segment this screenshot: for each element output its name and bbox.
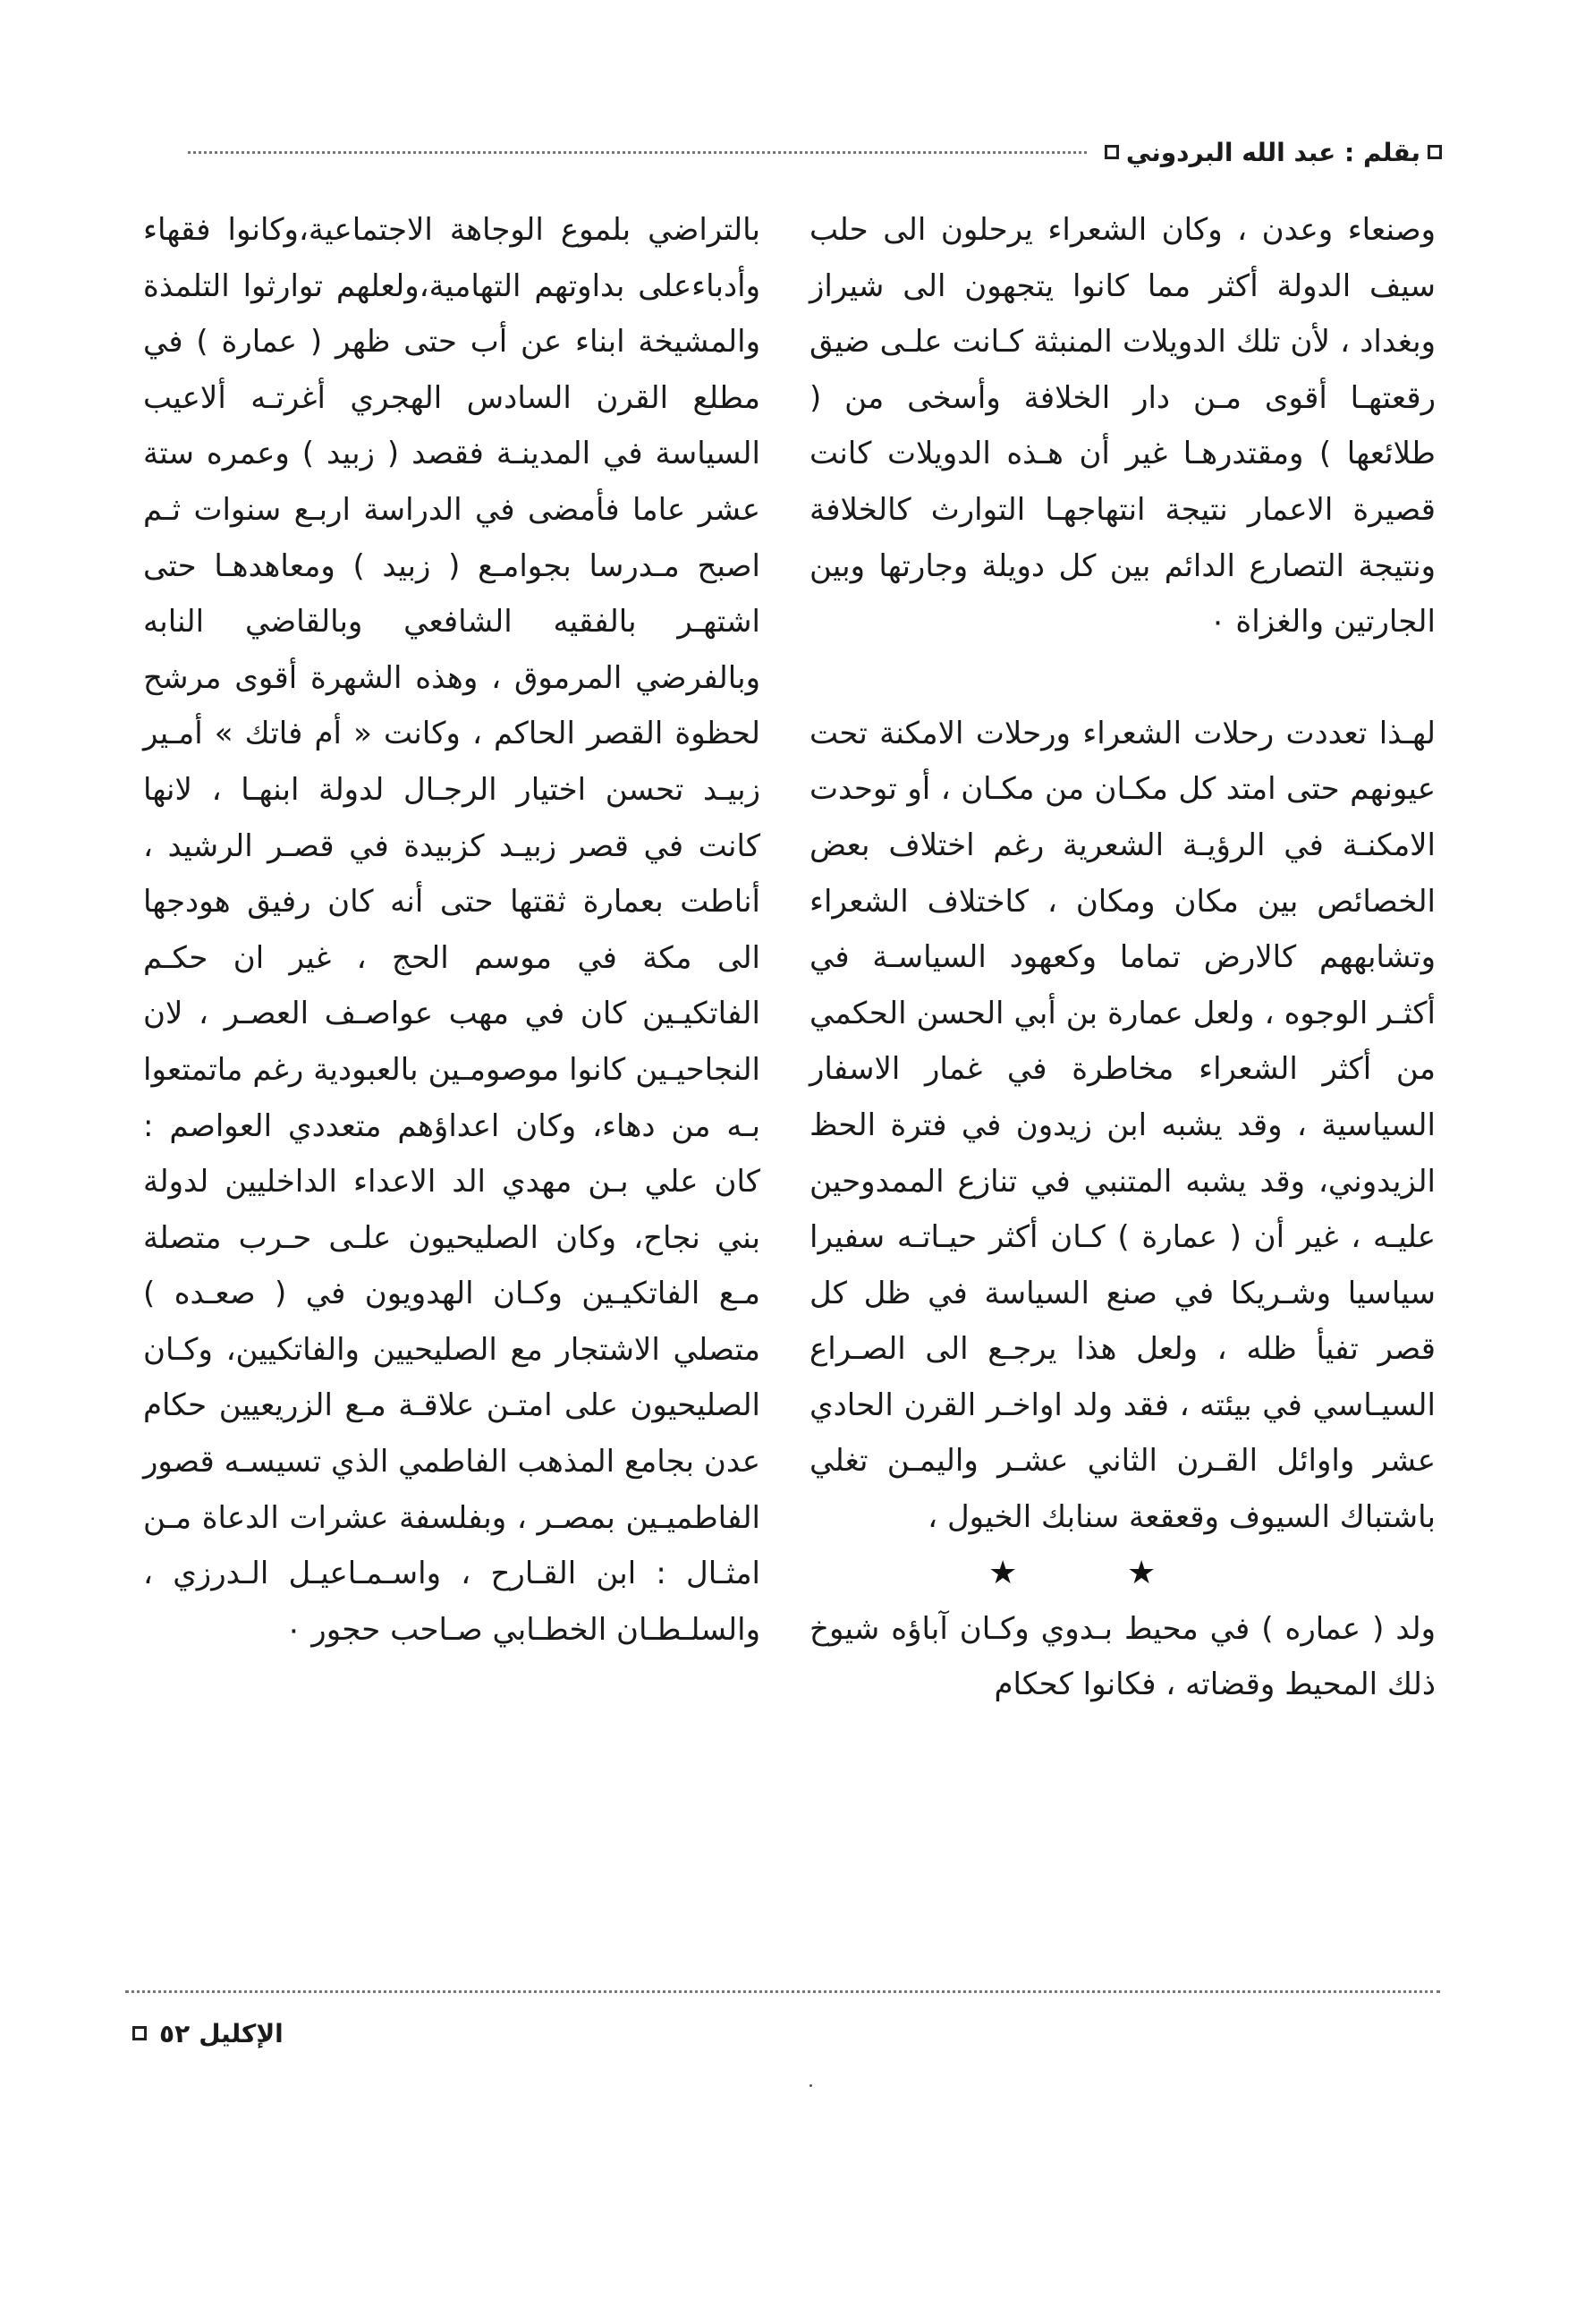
paragraph: وصنعاء وعدن ، وكان الشعراء يرحلون الى حلب سيف الدولة أكثر مما كانوا يتجهون الى شيراز وبغداد ، لأن تلك الدويلات المنبثة كـانت علـى ضيق رقعتهـا أقوى مـن دار الخلافة وأسخى من ( طلائعها ) ومقتدرهـا غير أن هـذه الدويلات كانت قصيرة الاعمار نتيجة انتهاجهـا التوارث كالخلافة ونتيجة التصارع الدائم بين كل دويلة وجارتها وبين الجارتين والغزاة ٠ [809, 212, 1436, 640]
page-header [152, 134, 1449, 170]
page-number: ٥٢ [159, 2018, 191, 2048]
paragraph: بالتراضي بلموع الوجاهة الاجتماعية،وكانوا فقهاء وأدباءعلى بداوتهم التهامية،ولعلهم توارثوا التلمذة والمشيخة ابناء عن أب حتى ظهر ( عمارة ) في مطلع القرن السادس الهجري أغرتـه ألاعيب السياسة في المدينـة فقصد ( زبيد ) وعمره ستة عشر عاما فأمضى في الدراسة اربـع سنوات ثـم اصبح مـدرسا بجوامـع ( زبيد ) ومعاهدهـا حتى اشتهـر بالفقيه الشافعي وبالقاضي النابه وبالفرضي المرموق ، وهذه الشهرة أقوى مرشح لحظوة القصر الحاكم ، وكانت « أم فاتك » أمـير زبيـد تحسن اختيار الرجـال لدولة ابنهـا ، لانها كانت في قصر زبيـد كزبيدة في قصـر الرشيد ، أناطت بعمارة ثقتها حتى أنه كان رفيق هودجها الى مكة في موسم الحج ، غير ان حكـم الفاتكيـين كان في مهب عواصـف العصـر ، لان النجاحيـين كانوا موصومـين بالعبودية رغم ماتمتعوا بـه من دهاء، وكان اعداؤهم متعددي العواصم : كان علي بـن مهدي الد الاعداء الداخليين لدولة بني نجاح، وكان الصليحيون علـى حـرب متصلة مـع الفاتكيـين وكـان الهدويون في ( صعـده ) متصلي الاشتجار مع الصليحيين والفاتكيين، وكـان الصليحيون على امتـن علاقـة مـع الزريعيين حكام عدن بجامع المذهب الفاطمي الذي تسيسـه قصور الفاطميـين بمصـر ، وبفلسفة عشرات الدعاة مـن امثـال : ابن القـارح ، واسـمـاعيـل الـدرزي ، والسلـطـان الخطـابي صـاحب حجور ٠ [143, 212, 760, 1648]
star-icon: ★ [1127, 1554, 1157, 1591]
left-text-column [143, 202, 760, 1658]
right-text-column [809, 202, 1436, 1713]
paragraph-gap [809, 650, 1436, 706]
square-bullet-icon [132, 2026, 147, 2040]
square-bullet-icon [1105, 145, 1119, 159]
magazine-name: الإكليل [199, 2018, 284, 2048]
section-divider [809, 1546, 1436, 1601]
paragraph: ولد ( عماره ) في محيط بـدوي وكـان آباؤه شيوخ ذلك المحيط وقضاته ، فكانوا كحكام [809, 1610, 1436, 1703]
header-dotted-rule [188, 151, 1087, 154]
paragraph: لهـذا تعددت رحلات الشعراء ورحلات الامكنة تحت عيونهم حتى امتد كل مكـان من مكـان ، أو توحدت الامكنـة في الرؤيـة الشعرية رغم اختلاف بعض الخصائص بين مكان ومكان ، كاختلاف الشعراء وتشابههم كالارض تماما وكعهود السياسـة في أكثـر الوجوه ، ولعل عمارة بن أبي الحسن الحكمي من أكثر الشعراء مخاطرة في غمار الاسفار السياسية ، وقد يشبه ابن زيدون في فترة الحظ الزيدوني، وقد يشبه المتنبي في تنازع الممدوحين عليـه ، غير أن ( عمارة ) كـان أكثر حيـاتـه سفيرا سياسيا وشـريكا في صنع السياسة في ظل كل قصر تفيأ ظله ، ولعل هذا يرجـع الى الصـراع السيـاسي في بيئته ، فقد ولد اواخـر القرن الحادي عشر واوائل القـرن الثاني عشـر واليمـن تغلي باشتباك السيوف وقعقعة سنابك الخيول ، [809, 715, 1436, 1536]
scan-speck [809, 2084, 812, 2087]
page-footer [132, 2017, 284, 2049]
footer-dotted-rule [125, 1990, 1440, 1993]
star-icon: ★ [988, 1554, 1018, 1591]
square-bullet-icon [1428, 145, 1442, 159]
author-byline: بقلم : عبد الله البردوني [1125, 137, 1420, 167]
